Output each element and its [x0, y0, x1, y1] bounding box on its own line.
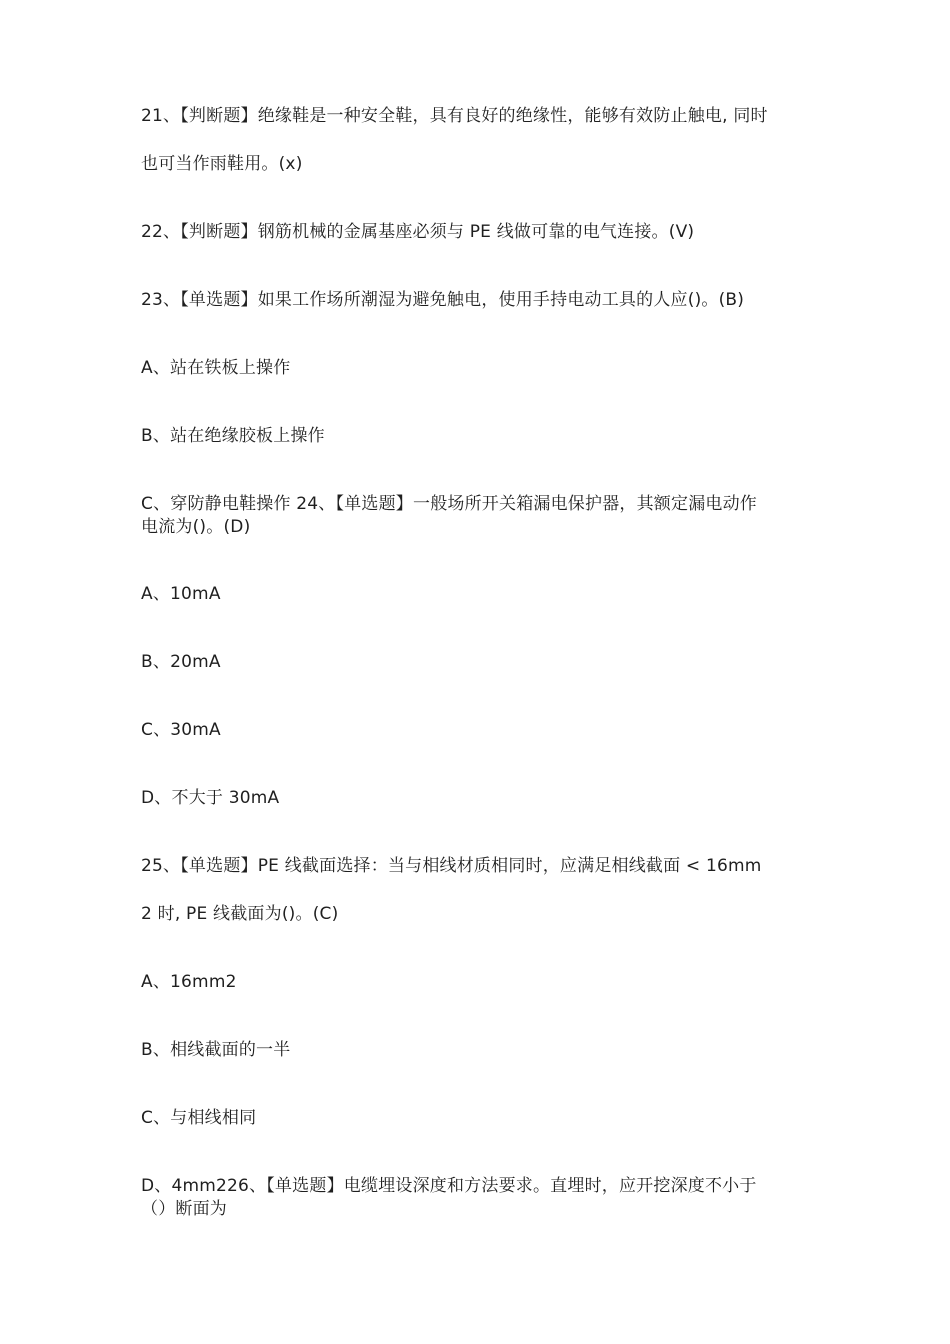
q25-option-a: A、16mm2	[141, 972, 237, 992]
q26-stem-line2: （）断面为	[141, 1199, 227, 1219]
q25-stem-line2: 2 时, PE 线截面为()。(C)	[141, 904, 339, 924]
q24-option-d: D、不大于 30mA	[141, 788, 280, 808]
q24-option-b: B、20mA	[141, 652, 221, 672]
q23-option-c-q24-stem-line1: C、穿防静电鞋操作 24、【单选题】一般场所开关箱漏电保护器，其额定漏电动作	[141, 494, 758, 514]
q23-stem: 23、【单选题】如果工作场所潮湿为避免触电，使用手持电动工具的人应()。(B)	[141, 290, 745, 310]
q25-option-b: B、相线截面的一半	[141, 1040, 291, 1060]
q24-option-c: C、30mA	[141, 720, 221, 740]
q25-stem-line1: 25、【单选题】PE 线截面选择：当与相线材质相同时，应满足相线截面 < 16mm	[141, 856, 762, 876]
q23-option-b: B、站在绝缘胶板上操作	[141, 426, 325, 446]
q21-stem-line1: 21、【判断题】绝缘鞋是一种安全鞋，具有良好的绝缘性，能够有效防止触电, 同时	[141, 106, 768, 126]
q23-option-a: A、站在铁板上操作	[141, 358, 291, 378]
q24-stem-line2: 电流为()。(D)	[141, 517, 251, 537]
q22-stem: 22、【判断题】钢筋机械的金属基座必须与 PE 线做可靠的电气连接。(V)	[141, 222, 695, 242]
q24-option-a: A、10mA	[141, 584, 221, 604]
q25-option-d-q26-stem-line1: D、4mm226、【单选题】电缆埋设深度和方法要求。直埋时，应开挖深度不小于	[141, 1176, 757, 1196]
q25-option-c: C、与相线相同	[141, 1108, 257, 1128]
q21-stem-line2: 也可当作雨鞋用。(x)	[141, 154, 303, 174]
